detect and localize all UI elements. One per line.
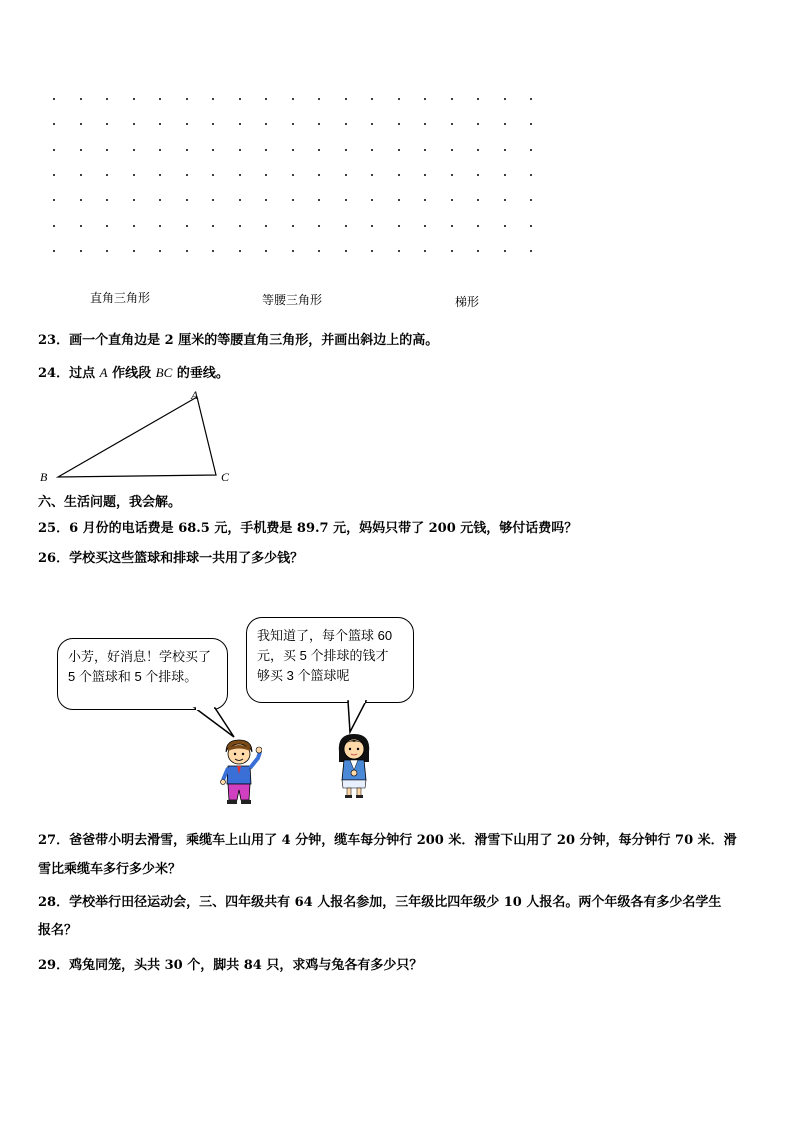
grid-dot [239, 98, 241, 100]
grid-dot [398, 149, 400, 151]
grid-dot [451, 98, 453, 100]
grid-dot [159, 123, 161, 125]
grid-dot [371, 149, 373, 151]
grid-dot [345, 98, 347, 100]
grid-dot [80, 98, 82, 100]
grid-dot [424, 174, 426, 176]
grid-dot [504, 149, 506, 151]
grid-dot [318, 250, 320, 252]
boy-bubble-line-1: 小芳，好消息！学校买了 [68, 649, 212, 664]
grid-dot [106, 225, 108, 227]
grid-dot [53, 98, 55, 100]
grid-dot [133, 98, 135, 100]
grid-dot [80, 123, 82, 125]
grid-dot [106, 123, 108, 125]
grid-dot [504, 174, 506, 176]
question-26: 26．学校买这些篮球和排球一共用了多少钱？ [38, 551, 304, 566]
grid-dot [239, 149, 241, 151]
grid-dot [239, 199, 241, 201]
boy-speech-bubble [57, 638, 228, 710]
grid-dot [53, 250, 55, 252]
grid-dot [318, 199, 320, 201]
grid-dot [451, 250, 453, 252]
grid-dot [477, 199, 479, 201]
grid-dot [477, 149, 479, 151]
grid-dot [186, 199, 188, 201]
grid-dot [159, 149, 161, 151]
grid-dot [186, 149, 188, 151]
grid-dot [345, 199, 347, 201]
grid-dot [398, 123, 400, 125]
grid-dot [212, 199, 214, 201]
grid-dot [371, 123, 373, 125]
grid-dot [80, 199, 82, 201]
grid-dot [133, 149, 135, 151]
grid-dot [398, 199, 400, 201]
grid-dot [265, 98, 267, 100]
grid-dot [53, 123, 55, 125]
grid-dot [371, 174, 373, 176]
grid-dot [265, 149, 267, 151]
vertex-c-label: C [221, 470, 230, 484]
grid-dot [318, 123, 320, 125]
grid-dot [265, 250, 267, 252]
grid-dot [504, 123, 506, 125]
grid-dot [477, 123, 479, 125]
grid-dot [159, 98, 161, 100]
grid-dot [159, 174, 161, 176]
grid-dot [186, 98, 188, 100]
grid-dot [371, 250, 373, 252]
grid-dot [53, 199, 55, 201]
grid-dot [345, 174, 347, 176]
grid-dot [53, 149, 55, 151]
boy-character-illustration [218, 738, 262, 806]
grid-dot [265, 174, 267, 176]
triangle-outline [58, 397, 216, 477]
grid-dot [239, 225, 241, 227]
grid-dot [106, 149, 108, 151]
grid-dot [186, 123, 188, 125]
grid-dot [212, 149, 214, 151]
grid-dot [133, 199, 135, 201]
girl-character-illustration [333, 732, 375, 800]
grid-dot [265, 123, 267, 125]
grid-dot [292, 199, 294, 201]
triangle-abc [30, 386, 250, 486]
grid-dot [212, 174, 214, 176]
grid-dot [345, 250, 347, 252]
grid-dot [80, 225, 82, 227]
grid-dot [424, 98, 426, 100]
vertex-a-label: A [191, 388, 199, 402]
grid-dot [424, 250, 426, 252]
grid-dot [530, 174, 532, 176]
grid-dot [212, 250, 214, 252]
girl-speech-bubble [246, 617, 414, 703]
grid-dot [212, 98, 214, 100]
grid-dot [530, 199, 532, 201]
grid-dot [398, 250, 400, 252]
grid-dot [159, 199, 161, 201]
vertex-b-label: B [40, 470, 48, 484]
grid-dot [53, 174, 55, 176]
section-6-heading: 六、生活问题，我会解。 [38, 495, 182, 510]
grid-dot [318, 98, 320, 100]
grid-dot [292, 250, 294, 252]
grid-dot [345, 123, 347, 125]
grid-dot [504, 98, 506, 100]
grid-dot [186, 250, 188, 252]
question-27-line-1: 27．爸爸带小明去滑雪，乘缆车上山用了 4 分钟，缆车每分钟行 200 米．滑雪下山用了 20 分钟，每分钟行 70 米．滑 [38, 833, 737, 848]
grid-dot [80, 250, 82, 252]
grid-dot [186, 174, 188, 176]
grid-dot [106, 98, 108, 100]
label-isosceles-triangle: 等腰三角形 [262, 293, 323, 307]
grid-dot [504, 250, 506, 252]
grid-dot [239, 250, 241, 252]
grid-dot [265, 225, 267, 227]
girl-bubble-line-1: 我知道了，每个篮球 60 [257, 628, 393, 643]
grid-dot [371, 98, 373, 100]
grid-dot [212, 225, 214, 227]
label-right-triangle: 直角三角形 [90, 291, 151, 305]
grid-dot [424, 225, 426, 227]
grid-dot [212, 123, 214, 125]
grid-dot [133, 174, 135, 176]
grid-dot [424, 199, 426, 201]
question-24: 24．过点 A 作线段 BC 的垂线。 [38, 365, 229, 381]
grid-dot [292, 123, 294, 125]
grid-dot [530, 98, 532, 100]
grid-dot [451, 174, 453, 176]
grid-dot [530, 123, 532, 125]
grid-dot [451, 225, 453, 227]
grid-dot [292, 174, 294, 176]
grid-dot [292, 149, 294, 151]
grid-dot [133, 225, 135, 227]
grid-dot [318, 149, 320, 151]
boy-bubble-tail [190, 707, 240, 739]
grid-dot [265, 199, 267, 201]
grid-dot [530, 149, 532, 151]
grid-dot [504, 199, 506, 201]
grid-dot [530, 225, 532, 227]
grid-dot [371, 199, 373, 201]
grid-dot [292, 225, 294, 227]
grid-dot [504, 225, 506, 227]
grid-dot [371, 225, 373, 227]
grid-dot [80, 149, 82, 151]
grid-dot [477, 225, 479, 227]
grid-dot [239, 174, 241, 176]
grid-dot [159, 225, 161, 227]
grid-dot [186, 225, 188, 227]
grid-dot [345, 225, 347, 227]
grid-dot [424, 149, 426, 151]
grid-dot [159, 250, 161, 252]
grid-dot [477, 98, 479, 100]
grid-dot [318, 174, 320, 176]
grid-dot [53, 225, 55, 227]
question-25: 25．6 月份的电话费是 68.5 元，手机费是 89.7 元，妈妈只带了 200 元钱，够付话费吗？ [38, 521, 578, 536]
grid-dot [451, 199, 453, 201]
question-23: 23．画一个直角边是 2 厘米的等腰直角三角形，并画出斜边上的高。 [38, 333, 439, 348]
grid-dot [477, 174, 479, 176]
grid-dot [451, 123, 453, 125]
grid-dot [398, 174, 400, 176]
boy-bubble-line-2: 5 个篮球和 5 个排球。 [68, 669, 198, 684]
grid-dot [398, 98, 400, 100]
grid-dot [106, 250, 108, 252]
question-27-line-2: 雪比乘缆车多行多少米？ [38, 862, 182, 877]
grid-dot [318, 225, 320, 227]
grid-dot [292, 98, 294, 100]
grid-dot [80, 174, 82, 176]
grid-dot [451, 149, 453, 151]
grid-dot [424, 123, 426, 125]
grid-dot [106, 174, 108, 176]
grid-dot [477, 250, 479, 252]
grid-dot [106, 199, 108, 201]
grid-dot [239, 123, 241, 125]
grid-dot [345, 149, 347, 151]
label-trapezoid: 梯形 [455, 295, 480, 309]
girl-bubble-tail [340, 700, 380, 735]
question-28-line-2: 报名？ [38, 923, 78, 938]
question-28-line-1: 28．学校举行田径运动会，三、四年级共有 64 人报名参加，三年级比四年级少 10 人报名。两个年级各有多少名学生 [38, 895, 722, 910]
grid-dot [133, 123, 135, 125]
girl-bubble-line-2: 元，买 5 个排球的钱才 [257, 648, 389, 663]
grid-dot [398, 225, 400, 227]
girl-bubble-line-3: 够买 3 个篮球呢 [257, 668, 350, 683]
grid-dot [133, 250, 135, 252]
grid-dot [530, 250, 532, 252]
question-29: 29．鸡兔同笼，头共 30 个，脚共 84 只，求鸡与兔各有多少只？ [38, 958, 423, 973]
